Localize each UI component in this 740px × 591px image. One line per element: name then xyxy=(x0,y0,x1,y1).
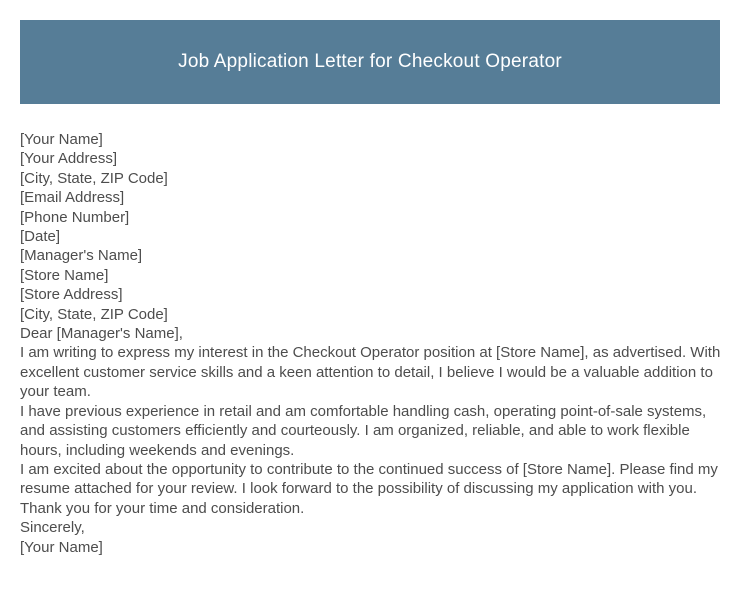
page-title: Job Application Letter for Checkout Operator xyxy=(178,51,562,72)
line-managers-name: [Manager's Name] xyxy=(20,247,143,265)
letter-body xyxy=(20,130,722,557)
line-store-address: [Store Address] xyxy=(20,286,123,304)
line-city-state-zip: [City, State, ZIP Code] xyxy=(20,169,168,187)
line-phone-number: [Phone Number] xyxy=(20,208,130,226)
line-signature-name: [Your Name] xyxy=(20,538,103,556)
line-store-city-state-zip: [City, State, ZIP Code] xyxy=(20,305,168,323)
line-store-name: [Store Name] xyxy=(20,266,109,284)
line-your-address: [Your Address] xyxy=(20,150,118,168)
line-date: [Date] xyxy=(20,228,61,246)
line-email-address: [Email Address] xyxy=(20,189,125,207)
letter-title-banner xyxy=(20,20,720,104)
paragraph-intro: I am writing to express my interest in the Checkout Operator position at [Store Name], as advertised. With excellent customer service skills and a keen attention to detail, I believe I would be a valuable addition to your team. xyxy=(20,344,721,401)
line-sincerely: Sincerely, xyxy=(20,519,85,537)
line-thank-you: Thank you for your time and consideration. xyxy=(20,499,305,517)
paragraph-experience: I have previous experience in retail and am comfortable handling cash, operating point-of-sale systems, and assisting customers efficiently and courteously. I am organized, reliable, and able to work flexible hours, including weekends and evenings. xyxy=(20,402,707,459)
paragraph-closing-interest: I am excited about the opportunity to contribute to the continued success of [Store Name]. Please find my resume attached for your review. I look forward to the possibility of discussing my application with you. xyxy=(20,460,718,498)
line-your-name: [Your Name] xyxy=(20,131,103,148)
line-salutation: Dear [Manager's Name], xyxy=(20,325,183,343)
